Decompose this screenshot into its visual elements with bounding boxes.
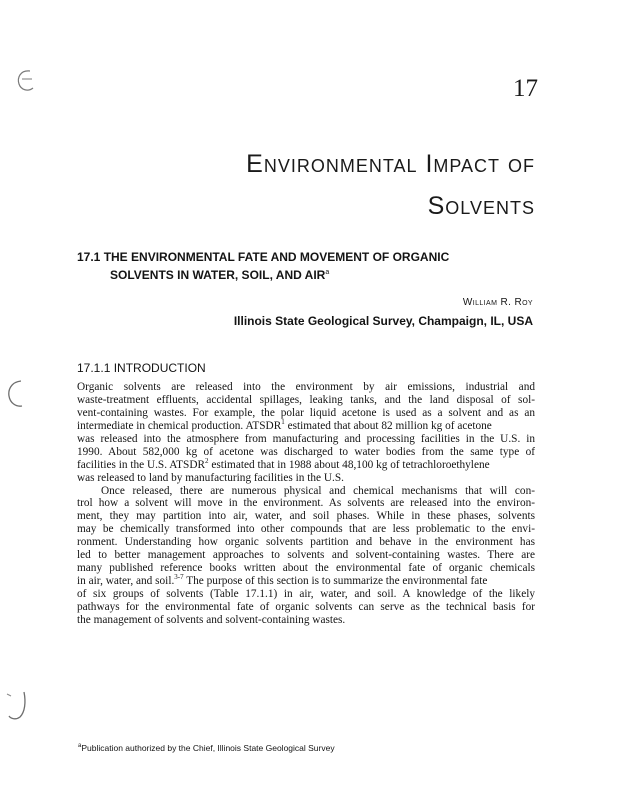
- section-heading: [77, 249, 557, 283]
- footnote: [78, 743, 335, 753]
- body-line: led to better management approaches to solvents and solvent-containing wastes. There are: [77, 549, 535, 562]
- citation-ref: 3-7: [174, 573, 184, 582]
- chapter-title: [246, 143, 535, 227]
- footnote-marker: a: [325, 269, 330, 276]
- author-name: William R. Roy: [462, 297, 533, 308]
- chapter-title-line-1: Environmental Impact of: [246, 150, 535, 178]
- binder-hole-mark-icon: [14, 68, 40, 94]
- footnote-text: Publication authorized by the Chief, Illinois State Geological Survey: [81, 743, 335, 753]
- body-line: was released into the atmosphere from manufacturing and processing facilities in the U.S. in: [77, 432, 535, 445]
- body-line: vent-containing wastes. For example, the polar liquid acetone is used as a solvent and as an: [77, 406, 535, 419]
- section-heading-line-2: [77, 265, 557, 283]
- citation-ref: 2: [205, 456, 209, 465]
- body-line: 1990. About 582,000 kg of acetone was discharged to water bodies from the same type of: [77, 445, 535, 458]
- body-line: was released to land by manufacturing facilities in the U.S.: [77, 471, 344, 484]
- chapter-title-line-2: Solvents: [427, 192, 535, 220]
- body-text-fragment: estimated that in 1988 about 48,100 kg of tetrachloroethylene: [208, 458, 490, 471]
- author-affiliation: Illinois State Geological Survey, Champaign, IL, USA: [233, 314, 533, 328]
- body-line: trol how a solvent will move in the environment. As solvents are released into the environ-: [77, 497, 535, 510]
- body-line: pathways for the environmental fate of organic solvents can serve as the technical basis for: [77, 600, 535, 613]
- body-line: may be chemically transformed into other compounds that are less problematic to the envi-: [77, 523, 535, 536]
- citation-ref: 1: [281, 418, 285, 427]
- body-line: [77, 456, 535, 472]
- footnote-marker: a: [78, 743, 82, 750]
- body-text: [77, 381, 535, 627]
- body-line: ronment. Understanding how organic solvents partition and behave in the environment has: [77, 536, 535, 549]
- body-text-fragment: in air, water, and soil.: [77, 575, 175, 588]
- body-line: of six groups of solvents (Table 17.1.1) in air, water, and soil. A knowledge of the likely: [77, 588, 535, 600]
- body-text-fragment: intermediate in chemical production. ATSDR: [77, 419, 282, 432]
- body-line: Organic solvents are released into the environment by air emissions, industrial and: [77, 381, 535, 393]
- body-line: [77, 575, 535, 588]
- body-line: ment, they may partition into air, water, and soil phases. While in these phases, solvents: [77, 510, 535, 523]
- body-text-fragment: estimated that about 82 million kg of acetone: [284, 419, 492, 432]
- body-line: the management of solvents and solvent-containing wastes.: [77, 613, 346, 626]
- body-line: many published reference books written about the environmental fate of organic chemicals: [77, 562, 535, 575]
- section-heading-line-1: 17.1 THE ENVIRONMENTAL FATE AND MOVEMENT OF ORGANIC: [77, 250, 450, 264]
- body-line: [77, 420, 535, 433]
- body-text-fragment: facilities in the U.S. ATSDR: [77, 458, 206, 471]
- body-line: Once released, there are numerous physical and chemical mechanisms that will con-: [101, 484, 535, 497]
- body-line: waste-treatment effluents, accidental spillages, leaking tanks, and the land disposal of sol-: [77, 393, 535, 406]
- binder-hole-mark-icon: [4, 688, 32, 722]
- subsection-heading: 17.1.1 INTRODUCTION: [77, 361, 206, 375]
- section-heading-line-2-text: SOLVENTS IN WATER, SOIL, AND AIR: [110, 268, 326, 282]
- binder-hole-mark-icon: [5, 378, 31, 410]
- body-text-fragment: The purpose of this section is to summarize the environmental fate: [183, 575, 488, 588]
- chapter-number: 17: [513, 75, 538, 102]
